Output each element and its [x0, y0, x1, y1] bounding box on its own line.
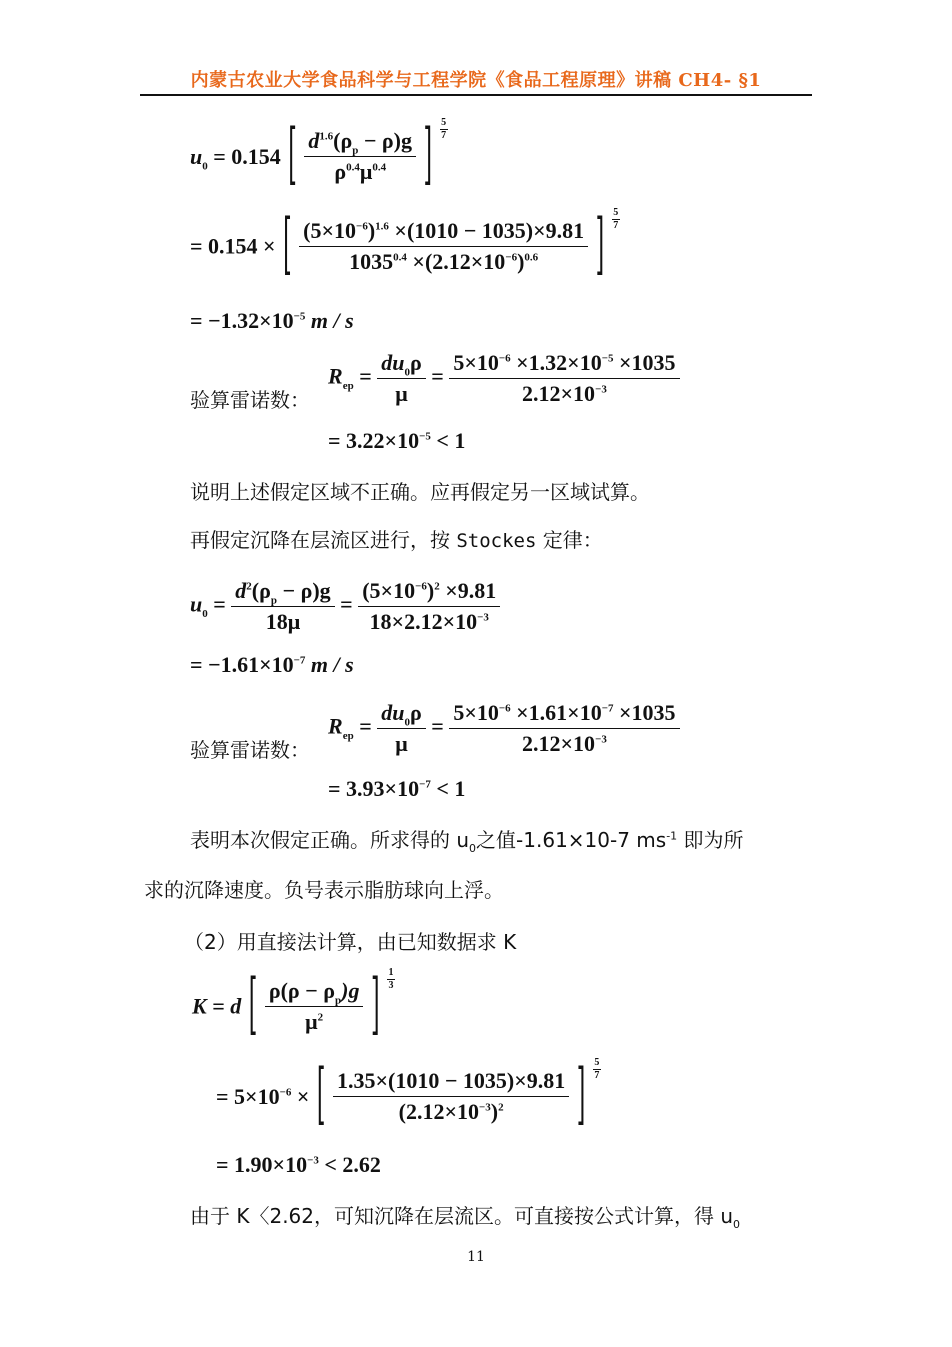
- right-bracket: ]: [423, 119, 433, 194]
- check1-frac2: [449, 350, 679, 407]
- eq1-num-sup: 1.6: [319, 130, 334, 143]
- check2-num1: du: [381, 700, 405, 725]
- check2-frac1: [377, 700, 426, 757]
- check1-den2-sup: −3: [595, 383, 607, 396]
- eq7-fraction: [333, 1068, 569, 1125]
- check1-lhs: R: [328, 363, 343, 389]
- eq6-num-sub: p: [335, 994, 342, 1007]
- check2-num2: 5×10: [453, 700, 499, 725]
- equation-k-formula: [192, 967, 395, 1044]
- eq5-text: = −1.61×10: [190, 652, 294, 677]
- eq1-num: d: [308, 128, 320, 153]
- equation-k-result: [216, 1152, 381, 1178]
- eq4-frac1: [231, 578, 334, 635]
- eq6-num-tail: )g: [341, 978, 360, 1003]
- eq7-num: 1.35×(1010 − 1035)×9.81: [333, 1068, 569, 1097]
- check2-lhs-sub: ep: [342, 729, 354, 742]
- check2-num1-tail: ρ: [409, 700, 422, 725]
- paragraph-direct-method: （2）用直接法计算，由已知数据求 K: [184, 930, 517, 954]
- eq2-exponent: $\frac{5}{7}$: [613, 207, 619, 231]
- right-bracket: ]: [576, 1059, 586, 1134]
- check2-num1-sub: 0: [404, 716, 410, 729]
- eq4-den2-sup: −3: [477, 611, 489, 624]
- check1-result: = 3.22×10: [328, 428, 420, 453]
- para6-a: 由于 K〈2.62，可知沉降在层流区。可直接按公式计算，得 u: [190, 1204, 734, 1228]
- check2-lhs: R: [328, 713, 343, 739]
- eq7-pre: = 5×10: [216, 1083, 280, 1109]
- eq4-num2-sup1: −6: [415, 580, 427, 593]
- paragraph-incorrect-assumption: 说明上述假定区域不正确。应再假定另一区域试算。: [190, 480, 650, 504]
- eq8-text: = 1.90×10: [216, 1152, 308, 1177]
- left-bracket: [: [288, 119, 297, 194]
- eq1-lhs: u: [190, 143, 203, 169]
- right-bracket: ]: [595, 209, 605, 284]
- eq3-sup: −5: [293, 310, 306, 323]
- check-label-2: 验算雷诺数：: [190, 738, 310, 762]
- equation-reynolds-check-2: $R_{ep}$ = $\frac{du_0\rho}{\mu}$ = $\frac{5\times 10^{-6} \times 1.61\times 10^{-7} \times 1035}{2.12\times 10^{-3}}$: [328, 700, 680, 757]
- eq2-num: (5×10: [303, 218, 357, 243]
- check2-num2-tail: ×1035: [613, 700, 676, 725]
- check1-result-sup: −5: [419, 430, 431, 443]
- check1-num1-sub: 0: [404, 366, 410, 379]
- eq2-den: 1035: [349, 249, 394, 274]
- equation-reynolds-result-1: [328, 428, 465, 454]
- eq2-num-tail: ×(1010 − 1035)×9.81: [388, 218, 585, 243]
- para2-c: 定律：: [542, 528, 603, 552]
- equation-u0-result: [190, 308, 354, 334]
- eq7-den-sup1: −3: [479, 1101, 491, 1114]
- paragraph-laminar-conclusion: [190, 1202, 740, 1230]
- para3-a: 表明本次假定正确。所求得的 u: [190, 828, 470, 852]
- eq4-lhs: u: [190, 591, 203, 617]
- eq6-den: μ: [305, 1009, 318, 1034]
- page-number: 11: [467, 1249, 485, 1265]
- eq4-num1-sup: 2: [246, 580, 252, 593]
- para3-sup: -1: [666, 829, 678, 843]
- equation-stokes-result: [190, 652, 354, 678]
- para3-sub: 0: [469, 842, 477, 855]
- eq1-den-b: μ: [359, 159, 373, 184]
- eq3-text: = −1.32×10: [190, 308, 294, 333]
- eq2-num-sup2: 1.6: [375, 220, 389, 233]
- eq2-den-mid2: ): [517, 249, 525, 274]
- eq8-sup: −3: [307, 1154, 319, 1167]
- left-bracket: [: [316, 1059, 326, 1134]
- eq2-den-sup2: −6: [505, 251, 518, 264]
- check1-den1: μ: [395, 381, 408, 406]
- eq4-num1-sub: p: [270, 594, 278, 607]
- eq3-unit: m / s: [305, 308, 354, 333]
- header-rule: [140, 94, 812, 96]
- eq4-num1-rest: (ρ: [251, 578, 271, 603]
- eq7-pre-tail: ×: [291, 1083, 310, 1109]
- check2-result: = 3.93×10: [328, 776, 420, 801]
- eq5-unit: m / s: [305, 652, 354, 677]
- eq5-sup: −7: [293, 654, 306, 667]
- paragraph-stokes-assumption: [190, 526, 603, 555]
- equation-reynolds-result-2: [328, 776, 465, 802]
- eq1-coef: = 0.154: [213, 143, 281, 169]
- check1-num2-tail: ×1035: [613, 350, 676, 375]
- check2-num2-sup2: −7: [601, 702, 614, 715]
- eq1-num-rest: (ρ: [333, 128, 353, 153]
- eq1-lhs-sub: 0: [202, 159, 208, 172]
- check2-den2-sup: −3: [595, 733, 607, 746]
- check2-num2-sup1: −6: [498, 702, 511, 715]
- check2-result-sup: −7: [419, 778, 431, 791]
- eq8-tail: < 2.62: [318, 1152, 381, 1177]
- eq4-num2-tail: ×9.81: [439, 578, 497, 603]
- check1-num2: 5×10: [453, 350, 499, 375]
- right-bracket: ]: [370, 969, 380, 1044]
- para6-sub: 0: [733, 1218, 741, 1231]
- check1-result-tail: < 1: [430, 428, 466, 453]
- eq6-lhs: K = d: [192, 993, 242, 1019]
- eq6-num: ρ(ρ − ρ: [268, 978, 335, 1003]
- para2-stokes: Stockes: [456, 530, 537, 552]
- check2-frac2: [449, 700, 679, 757]
- para3-b: 之值-1.61×10-7 ms: [476, 828, 667, 852]
- eq4-lhs-sub: 0: [202, 607, 208, 620]
- eq4-den1: 18μ: [265, 609, 301, 634]
- check2-den1: μ: [395, 731, 408, 756]
- eq4-num1: d: [235, 578, 247, 603]
- eq2-den-mid: ×(2.12×10: [406, 249, 506, 274]
- check1-num2-mid: ×1.32×10: [510, 350, 602, 375]
- eq4-num2-mid: ): [426, 578, 435, 603]
- equation-u0-formula: [190, 117, 448, 194]
- equation-k-substitution: [216, 1057, 601, 1134]
- check1-num1-tail: ρ: [409, 350, 422, 375]
- eq1-den-a: ρ: [334, 159, 347, 184]
- equation-reynolds-check-1: $R_{ep}$ = $\frac{du_0\rho}{\mu}$ = $\frac{5\times 10^{-6} \times 1.32\times 10^{-5} \times 1035}{2.12\times 10^{-3}}$: [328, 350, 680, 407]
- eq7-exponent: $\frac{5}{7}$: [594, 1057, 600, 1081]
- eq6-den-sup: 2: [317, 1011, 324, 1024]
- left-bracket: [: [248, 969, 258, 1044]
- check1-num2-sup1: −6: [498, 352, 511, 365]
- eq2-den-sup1: 0.4: [393, 251, 407, 264]
- check-label-1: 验算雷诺数：: [190, 388, 310, 412]
- eq2-prefix: = 0.154 ×: [190, 233, 276, 259]
- eq7-pre-sup: −6: [279, 1086, 292, 1099]
- eq4-num1-tail: − ρ)g: [277, 578, 331, 603]
- eq1-den-a-sup: 0.4: [346, 161, 360, 174]
- check1-frac1: [377, 350, 426, 407]
- eq4-frac2: [358, 578, 500, 635]
- paragraph-settling-velocity: 求的沉降速度。负号表示脂肪球向上浮。: [144, 878, 504, 902]
- eq6-exponent: $\frac{1}{3}$: [388, 967, 394, 991]
- eq1-den-b-sup: 0.4: [372, 161, 387, 174]
- check1-num2-sup2: −5: [601, 352, 614, 365]
- eq4-den2: 18×2.12×10: [369, 609, 478, 634]
- eq6-fraction: [265, 978, 364, 1035]
- check2-num2-mid: ×1.61×10: [510, 700, 602, 725]
- eq1-num-tail: − ρ)g: [358, 128, 413, 153]
- eq2-num-sup1: −6: [356, 220, 368, 233]
- left-bracket: [: [283, 209, 292, 284]
- paragraph-correct-assumption: [190, 826, 744, 854]
- check1-num1: du: [381, 350, 405, 375]
- check2-result-tail: < 1: [430, 776, 466, 801]
- equation-u0-substitution: [190, 207, 620, 284]
- eq1-exponent: $\frac{5}{7}$: [441, 117, 447, 141]
- eq2-fraction: [299, 218, 588, 275]
- para2-a: 再假定沉降在层流区进行，按: [190, 528, 450, 552]
- check1-lhs-sub: ep: [342, 379, 354, 392]
- eq4-num2: (5×10: [362, 578, 416, 603]
- eq7-den: (2.12×10: [398, 1099, 480, 1124]
- equation-stokes-law: $u_0$ = $\frac{d^2(\rho_p - \rho)g}{18\mu}$ = $\frac{(5\times 10^{-6})^2 \times 9.81}{18\times 2.12\times 10^{-3}}$: [190, 578, 500, 635]
- eq2-den-sup3: 0.6: [524, 251, 539, 264]
- check2-den2: 2.12×10: [522, 731, 596, 756]
- eq7-den-mid: ): [490, 1099, 499, 1124]
- eq1-num-sub: p: [352, 144, 359, 157]
- check1-den2: 2.12×10: [522, 381, 596, 406]
- eq7-den-sup2: 2: [498, 1101, 504, 1114]
- eq4-num2-sup2: 2: [434, 580, 440, 593]
- eq2-num-mid: ): [367, 218, 376, 243]
- page-header: 内蒙古农业大学食品科学与工程学院《食品工程原理》讲稿 CH4- §1: [190, 70, 762, 91]
- para3-c: 即为所: [677, 828, 744, 852]
- eq1-fraction: [304, 128, 416, 185]
